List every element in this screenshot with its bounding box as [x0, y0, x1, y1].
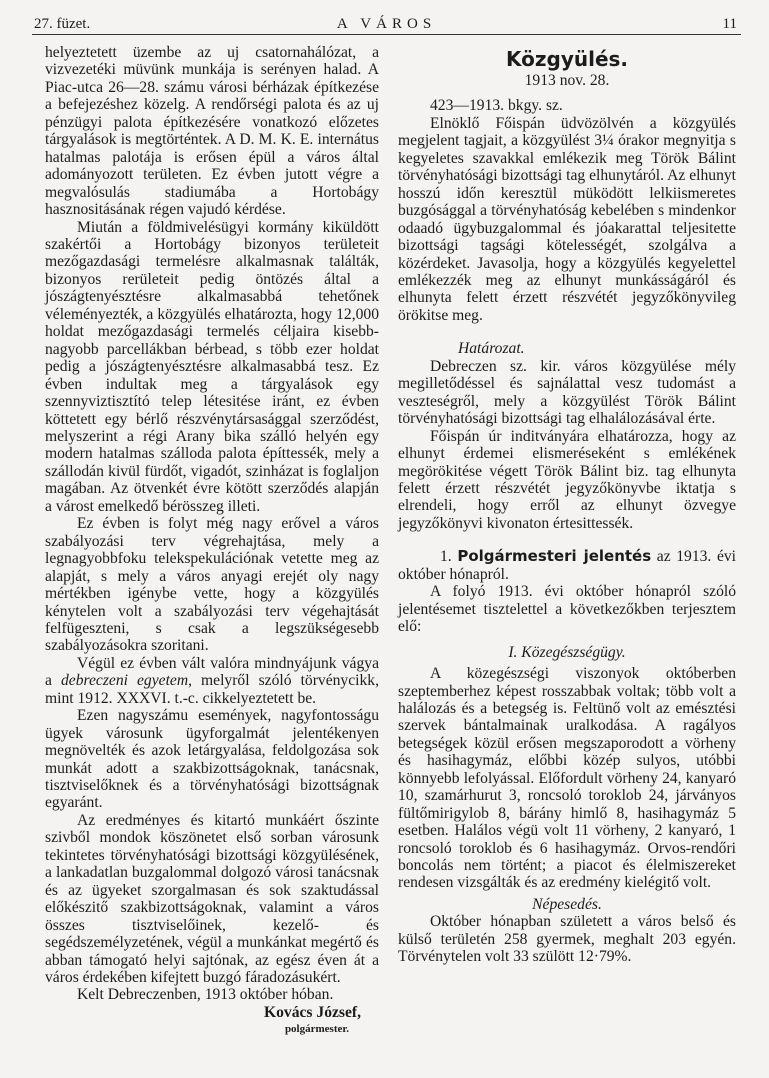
spacer: [398, 636, 736, 644]
paragraph: Ezen nagyszámu események, nagyfontosságu ügyek városunk ügyforgalmát jelentékenyen megnövelték és azok letárgyalása, feldolgozása sok munkát adott a szakbizottságoknak, tanácsnak, tisztviselőknek és a törvényhatósági bizottságnak egyaránt.: [45, 707, 379, 812]
section-title: Közgyülés.: [505, 47, 629, 71]
reference-number: 423—1913. bkgy. sz.: [430, 97, 563, 115]
issue-number: 27. füzet.: [34, 16, 91, 32]
left-column: [45, 44, 379, 1039]
spacer: [398, 89, 736, 97]
page-number: 11: [722, 16, 737, 32]
signature-title: polgármester.: [284, 1023, 349, 1036]
paragraph: Elnöklő Főispán üdvözölvén a közgyülés megjelent tagjait, a közgyülést 3¼ órakor megnyitja s kegyeletes szavakkal emlékezik meg Török Bálint törvényhatósági bizottsági tag elhunytáról. Az elhunyt hosszú időn keresztül müködött lelkiismeretes buzgósággal a törvényhatóság kebelében s mindenkor odaadó ügybuzgalommal és jóakarattal teljesitette bizottsági tagsági kötelességét, szolgálva a közérdeket. Javasolja, hogy a közgyülés kegyelettel emlékezzék meg az elhunyt munkásságáról és elhunyta felett érzett részvétét jegyzőkönyvileg örökitse meg.: [398, 114, 736, 324]
journal-title: A VÁROS: [336, 16, 437, 32]
text: az 1913. évi október hónapról.: [398, 548, 736, 583]
text: Végül ez évben vált valóra mindnyájunk vágya a: [45, 654, 379, 690]
paragraph: helyeztetett üzembe az uj csatornahálózat, a vizvezetéki müvünk munkája is serényen halad. A Piac-utca 26—28. számu városi bérházak építkezése a befejezéshez közelg. A rendőrségi palota és az uj pénzügyi palota építkezésére vonatkozó előzetes tárgyalások is megtörténtek. A D. M. K. E. internátus hatalmas palotája is erősen épül a város által adományozott területen. Ez évben jutott végre a megvalósulás stadiumába a Hortobágy hasznositásának régen vajudó kérdése.: [45, 44, 379, 219]
paragraph: A folyó 1913. évi október hónapról szóló jelentésemet tisztelettel a következőkben terjesztem elő:: [398, 583, 736, 636]
paragraph: A közegészségi viszonyok októberben szeptemberhez képest rosszabbak voltak; több volt a halálozás és a betegség is. Feltünő volt az emésztési szervek bántalmainak uralkodása. A ragályos betegségek közül erősen megszaporodott a vörheny és hasihagymáz, előbbi közép sulyos, utóbbi könnyebb lefolyással. Előfordult vörheny 24, kanyaró 10, szamárhurut 3, roncsoló toroklob 24, járványos fültőmirigylob 8, bárány himlő 8, hasihagymáz 5 esetben. Halálos végü volt 11 vörheny, 2 kanyaró, 1 roncsoló toroklob és 6 hasihagymáz. Orvos-rendőri boncolás nem történt; a piacot és élelmiszereket rendesen vizsgálták és az eredmény kielégitő volt.: [398, 665, 736, 892]
university-name: debreczeni egyetem: [60, 672, 189, 690]
paragraph: Az eredményes és kitartó munkáért őszinte szivből mondok köszönetet első sorban városunk tekintetes törvényhatósági bizottsági közgyülésének, a lankadatlan buzgalommal dolgozó városi tanácsnak és az ügyeket szorgalmasan és sok szaktudással előkészitő szakbizottságoknak, valamint a város összes tisztviselőinek, kezelő- és segédszemélyzetének, végül a munkánkat megértő és abban támogató helyi sajtónak, az egész éven át a város érdekében kifejtett buzgó fáradozásukért.: [45, 811, 379, 987]
paragraph: Ez évben is folyt még nagy erővel a város szabályozási terv végrehajtása, mely a legnagyobbfoku telekspekulációnak vetette meg az alapját, s mely a város anyagi erejét oly nagy mértékben igénybe vette, hogy a közgyülés kénytelen volt a szabályozási terv végehajtását felfügeszteni, s csak a legszükségesebb szabályozásokra szoritani.: [45, 515, 379, 655]
signature-name: Kovács József,: [263, 1003, 361, 1021]
paragraph: Miután a földmivelésügyi kormány kiküldött szakértői a Hortobágy bizonyos területeit mezőgazdasági termelésre alkalmasnak találták, bizonyos rerületeit pedig öntözés által a jószágtenyésztésre alkalmasabbá tehetőnek véleményezték, a közgyülés elhatározta, hogy 12,000 holdat mezőgazdasági termelés céljaira kisebb-nagyobb parcellákban bérbead, s több ezer holdat pedig a jószágtenyésztésre alkalmasabbá tesz. Ez évben indultak meg a tárgyalások egy szennyviztisztító telep létesitése iránt, ez évben köttetett egy bérlő részvénytársasággal szerződést, melyszerint a régi Arany bika szálló helyén egy modern hatalmas szálloda palota építtessék, mely a szállodán kivül fürdőt, vigadót, szinházat is foglaljon magában. Az ötvenkét évre kötött szerződés alapján a várost emelkedő bérösszeg illeti.: [45, 218, 379, 515]
paragraph: Főispán úr inditványára elhatározza, hogy az elhunyt érdemei elismeréseként s emlékének megörökitése végett Török Bálint biz. tag elhunyta felett érzett részvétét jegyzőkönyvbe iktatja s elrendeli, hogy erről az elhunyt özvegye jegyzőkönyvi kivonaton értesittessék.: [398, 427, 736, 532]
dateline: Kelt Debreczenben, 1913 október hóban.: [77, 986, 334, 1004]
item-number: 1.: [440, 548, 452, 566]
subsection-heading: I. Közegészségügy.: [508, 643, 626, 661]
right-column: [398, 44, 736, 966]
university-paragraph: [45, 655, 379, 707]
subsection-heading: Népesedés.: [532, 895, 602, 913]
spacer: [398, 324, 736, 340]
report-item: [398, 548, 736, 583]
text: , melyről szóló törvénycikk, mint 1912. XXXVI. t.-c. cikkelyeztetett be.: [45, 672, 379, 707]
running-head: [32, 12, 741, 35]
report-title: Polgármesteri jelentés: [457, 547, 652, 566]
resolution-heading: Határozat.: [458, 340, 525, 358]
paragraph: Október hónapban született a város belső és külső területén 258 gyermek, meghalt 203 egyén. Törvénytelen volt 33 szülött 12·79%.: [398, 913, 736, 966]
spacer: [398, 532, 736, 548]
meeting-date: 1913 nov. 28.: [524, 72, 610, 89]
paragraph: Debreczen sz. kir. város közgyülése mély megilletődéssel és sajnálattal vesz tudomást a veszteségről, mely a közgyülést Török Bálint törvényhatósági bizottsági tag elhalálozásával érte.: [398, 357, 736, 428]
